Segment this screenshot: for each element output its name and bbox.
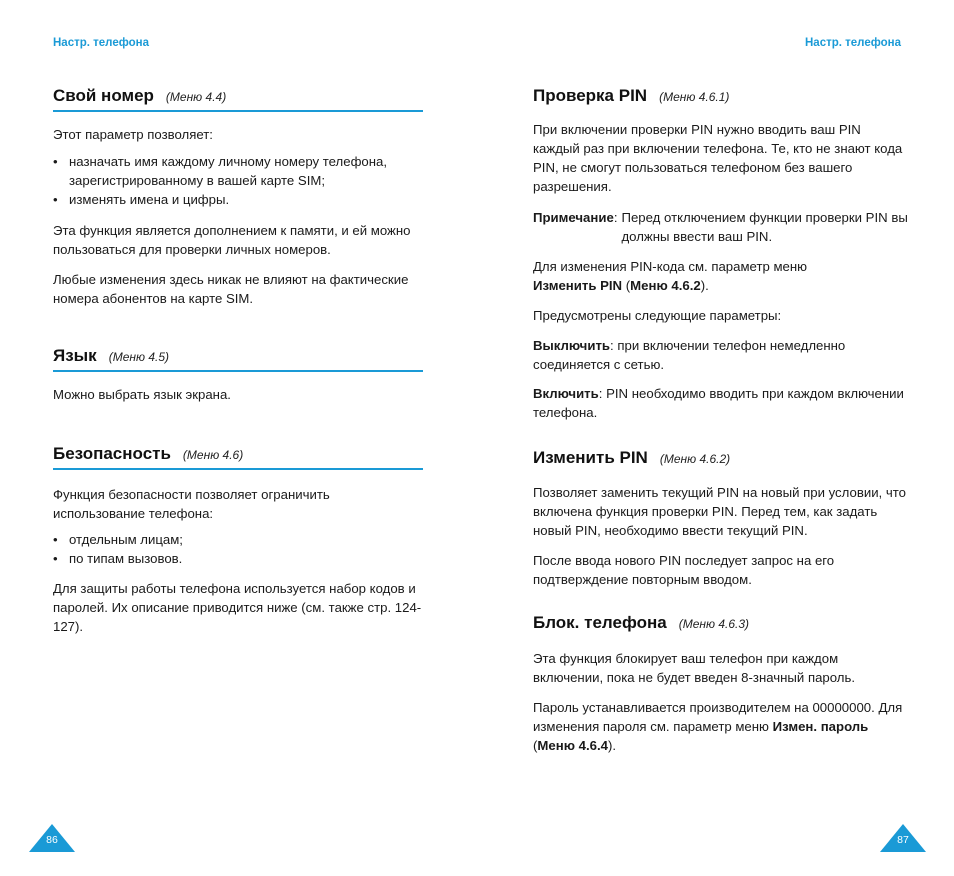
- menu-link-change-pin: Изменить PIN: [533, 278, 623, 293]
- menu-reference: (Меню 4.4): [165, 90, 227, 104]
- menu-reference: (Меню 4.6): [182, 448, 244, 462]
- page-number-badge: [880, 824, 926, 852]
- section-language: [53, 346, 423, 404]
- option-on: [533, 384, 908, 422]
- paragraph: Любые изменения здесь никак не влияют на фактические номера абонентов на карте SIM.: [53, 272, 409, 306]
- menu-reference: (Меню 4.6.3): [678, 617, 750, 631]
- section-own-number: [53, 86, 423, 308]
- right-page: [477, 0, 954, 876]
- paragraph: При включении проверки PIN нужно вводить ваш PIN каждый раз при включении телефона. Те, кто не знают кода PIN, не смогут пользоваться телефоном без вашего разрешения.: [533, 122, 903, 194]
- running-head: Настр. телефона: [805, 37, 901, 49]
- paragraph: После ввода нового PIN последует запрос на его подтверждение повторным вводом.: [533, 553, 835, 587]
- list-item: • назначать имя каждому личному номеру телефона, зарегистрированному в вашей карте SIM;: [53, 152, 423, 190]
- note-label: Примечание: [533, 210, 614, 225]
- section-heading: [53, 86, 423, 112]
- section-title: Проверка PIN: [533, 86, 648, 105]
- list-item: • изменять имена и цифры.: [53, 190, 423, 209]
- section-heading: [533, 448, 908, 472]
- paragraph: Для защиты работы телефона используется набор кодов и паролей. Их описание приводится ниже (см. также стр. 124-127).: [53, 581, 422, 634]
- menu-number: Меню 4.6.4: [537, 738, 608, 753]
- menu-reference: (Меню 4.6.1): [659, 90, 730, 104]
- paragraph-text: Пароль устанавливается производителем на 00000000. Для изменения пароля см. параметр меню: [533, 700, 903, 734]
- list-item: • по типам вызовов.: [53, 549, 423, 568]
- bullet-list: [53, 152, 423, 209]
- list-item: • отдельным лицам;: [53, 530, 423, 549]
- page-number-badge: [29, 824, 75, 852]
- paragraph: Можно выбрать язык экрана.: [53, 387, 231, 402]
- menu-link-change-password: Измен. пароль: [772, 719, 869, 734]
- page-number: 87: [897, 834, 909, 846]
- section-heading: [533, 86, 908, 110]
- change-pin-text: Для изменения PIN-кода см. параметр меню: [533, 259, 808, 274]
- section-title: Безопасность: [53, 444, 171, 463]
- section-title: Изменить PIN: [533, 448, 648, 467]
- option-text: : PIN необходимо вводить при каждом включении телефона.: [533, 386, 904, 420]
- option-off: [533, 336, 908, 374]
- option-label: Включить: [533, 386, 599, 401]
- section-heading: [533, 613, 908, 637]
- section-change-pin: [533, 448, 908, 589]
- note-colon: :: [613, 210, 618, 225]
- section-security: [53, 444, 423, 636]
- section-phone-lock: [533, 613, 908, 755]
- paragraph: Этот параметр позволяет:: [53, 127, 213, 142]
- paragraph: Позволяет заменить текущий PIN на новый при условии, что включена функция проверки PIN. Перед тем, как задать новый PIN, необходимо ввести текущий PIN.: [533, 485, 906, 538]
- paragraph: Для изменения PIN-кода см. параметр меню Изменить PIN (Меню 4.6.2).: [533, 259, 808, 293]
- bullet-list: [53, 530, 423, 568]
- note-text: Перед отключением функции проверки PIN вы должны ввести ваш PIN.: [621, 210, 908, 244]
- note: [533, 208, 908, 246]
- running-head: Настр. телефона: [53, 37, 149, 49]
- menu-reference: (Меню 4.6.2): [659, 452, 731, 466]
- paragraph: Пароль устанавливается производителем на 00000000. Для изменения пароля см. параметр меню Измен. пароль (Меню 4.6.4).: [533, 700, 903, 753]
- menu-reference: (Меню 4.5): [108, 350, 170, 364]
- paragraph: Предусмотрены следующие параметры:: [533, 308, 782, 323]
- option-label: Выключить: [533, 338, 611, 353]
- section-title: Свой номер: [53, 86, 154, 105]
- paragraph: Эта функция блокирует ваш телефон при каждом включении, пока не будет введен 8-значный пароль.: [533, 651, 856, 685]
- menu-number: Меню 4.6.2: [630, 278, 701, 293]
- section-pin-check: [533, 86, 908, 422]
- paragraph: Эта функция является дополнением к памяти, и ей можно пользоваться для проверки личных номеров.: [53, 223, 411, 257]
- option-text: : при включении телефон немедленно соединяется с сетью.: [533, 338, 846, 372]
- section-heading: [53, 346, 423, 372]
- page-number: 86: [46, 834, 58, 846]
- section-title: Язык: [53, 346, 97, 365]
- section-heading: [53, 444, 423, 470]
- section-title: Блок. телефона: [533, 613, 667, 632]
- paragraph: Функция безопасности позволяет ограничить использование телефона:: [53, 487, 330, 521]
